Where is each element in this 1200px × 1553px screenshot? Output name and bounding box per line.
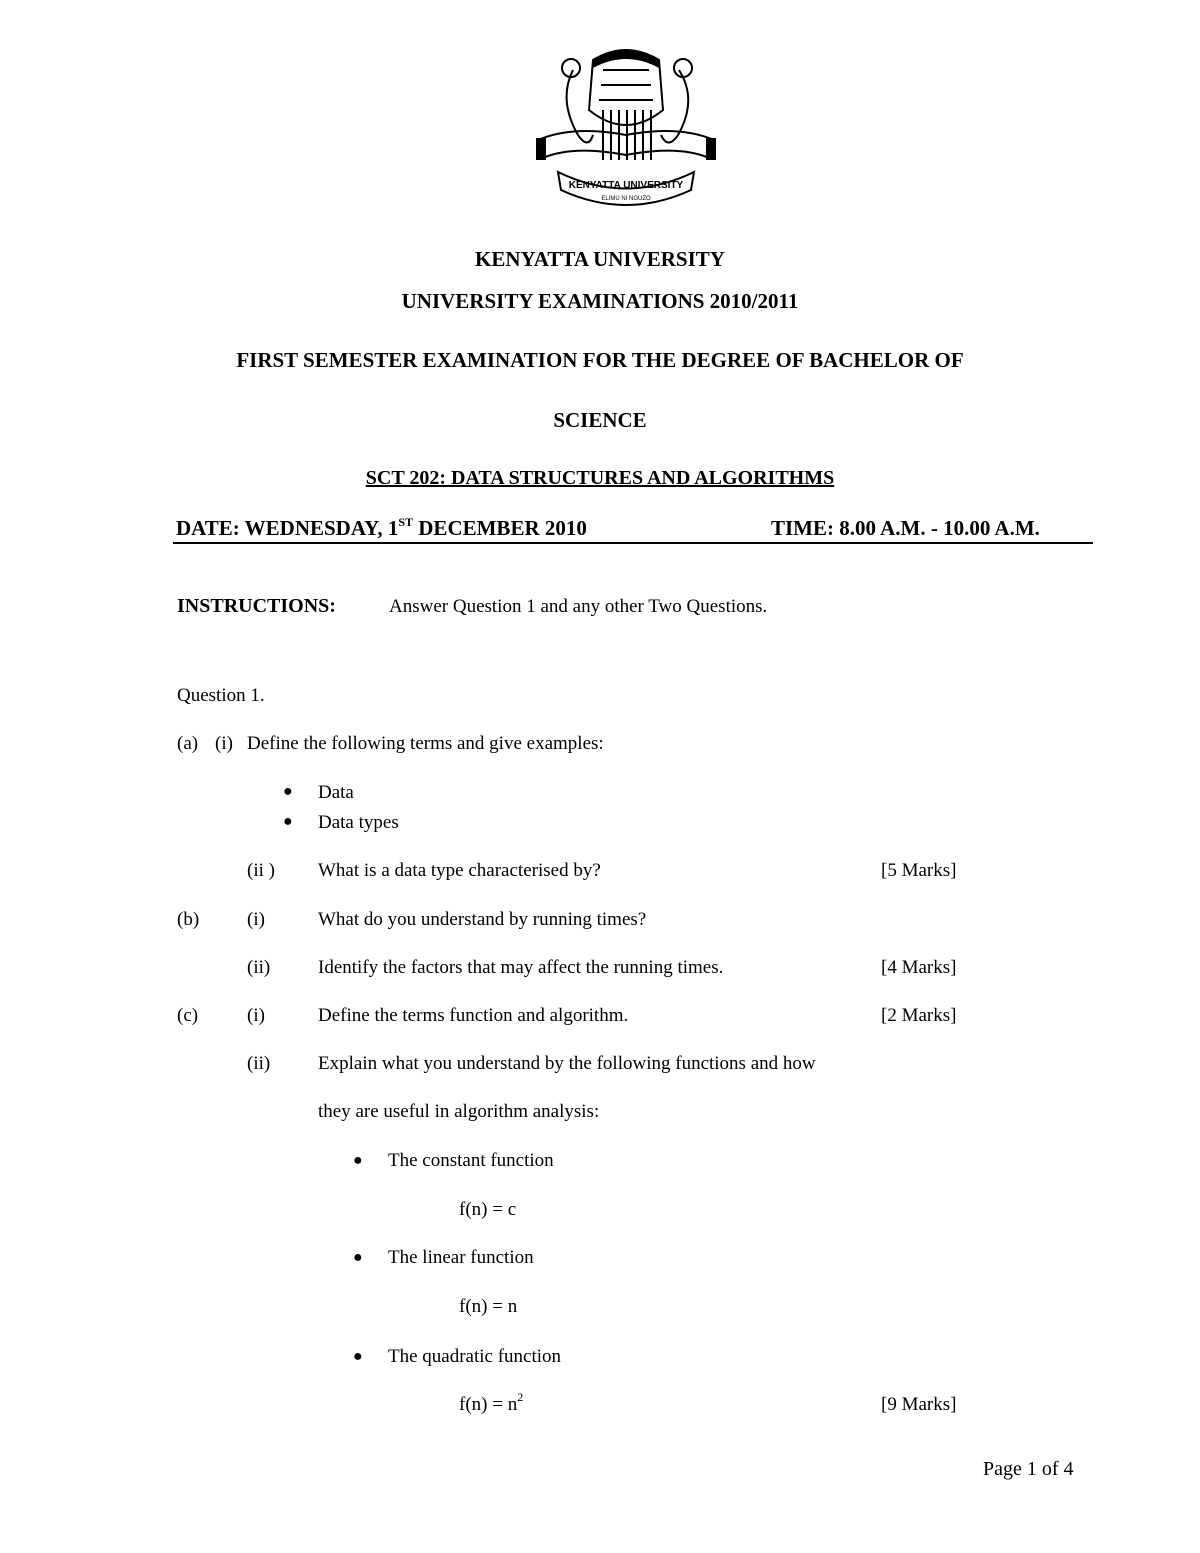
- exam-date-suffix: DECEMBER 2010: [413, 516, 587, 540]
- part-a-ii-text: What is a data type characterised by?: [318, 860, 601, 881]
- bullet-icon: ●: [283, 783, 293, 800]
- list-item: Data types: [318, 812, 399, 833]
- bullet-icon: ●: [283, 813, 293, 830]
- instructions-label: INSTRUCTIONS:: [177, 595, 336, 617]
- university-name: KENYATTA UNIVERSITY: [475, 247, 725, 271]
- course-title: SCT 202: DATA STRUCTURES AND ALGORITHMS: [365, 467, 835, 489]
- part-a-i-text: Define the following terms and give examples:: [247, 733, 604, 754]
- exam-date-prefix: DATE: WEDNESDAY, 1: [176, 516, 399, 540]
- function-name: The quadratic function: [388, 1346, 562, 1367]
- part-a-i-label: (i): [215, 733, 233, 754]
- marks-c-i: [2 Marks]: [881, 1005, 957, 1026]
- function-name: The linear function: [388, 1247, 534, 1268]
- page-number: Page 1 of 4: [983, 1458, 1074, 1480]
- bullet-icon: ●: [353, 1348, 363, 1365]
- part-b-ii-text: Identify the factors that may affect the running times.: [318, 957, 724, 978]
- part-a-ii-label: (ii ): [247, 860, 275, 881]
- part-b-ii-label: (ii): [247, 957, 271, 978]
- function-formula: f(n) = c: [459, 1199, 517, 1220]
- part-c-i-text: Define the terms function and algorithm.: [318, 1005, 629, 1026]
- header-rule: [173, 542, 1093, 544]
- degree-title-line1: FIRST SEMESTER EXAMINATION FOR THE DEGREE OF BACHELOR OF: [236, 348, 964, 372]
- marks-c-ii: [9 Marks]: [881, 1394, 957, 1415]
- function-formula: [459, 1390, 524, 1416]
- crest-ribbon-text: KENYATTA UNIVERSITY: [568, 180, 684, 191]
- part-c-ii-text-line1: Explain what you understand by the following functions and how: [318, 1053, 816, 1074]
- part-b-label: (b): [177, 909, 200, 930]
- part-b-i-text: What do you understand by running times?: [318, 909, 647, 930]
- exam-date-superscript: ST: [398, 515, 414, 529]
- university-crest-icon: [533, 40, 719, 218]
- part-b-i-label: (i): [247, 909, 265, 930]
- list-item: Data: [318, 782, 354, 803]
- bullet-icon: ●: [353, 1152, 363, 1169]
- function-name: The constant function: [388, 1150, 554, 1171]
- crest-motto: ELIMU NI NGUZO: [601, 196, 651, 202]
- part-c-ii-label: (ii): [247, 1053, 271, 1074]
- instructions-text: Answer Question 1 and any other Two Questions.: [389, 596, 768, 617]
- formula-exponent: 2: [517, 1390, 524, 1404]
- question-title: Question 1.: [177, 685, 265, 706]
- part-c-i-label: (i): [247, 1005, 265, 1026]
- marks-b: [4 Marks]: [881, 957, 957, 978]
- part-c-ii-text-line2: they are useful in algorithm analysis:: [318, 1101, 600, 1122]
- formula-base: f(n) = n: [459, 1394, 518, 1415]
- part-c-label: (c): [177, 1005, 199, 1026]
- bullet-icon: ●: [353, 1249, 363, 1266]
- degree-title-line2: SCIENCE: [553, 408, 647, 432]
- marks-a: [5 Marks]: [881, 860, 957, 881]
- exam-time: TIME: 8.00 A.M. - 10.00 A.M.: [771, 516, 1040, 540]
- part-a-label: (a): [177, 733, 199, 754]
- exam-date: [176, 516, 587, 541]
- exam-series: UNIVERSITY EXAMINATIONS 2010/2011: [401, 289, 799, 313]
- function-formula: f(n) = n: [459, 1296, 518, 1317]
